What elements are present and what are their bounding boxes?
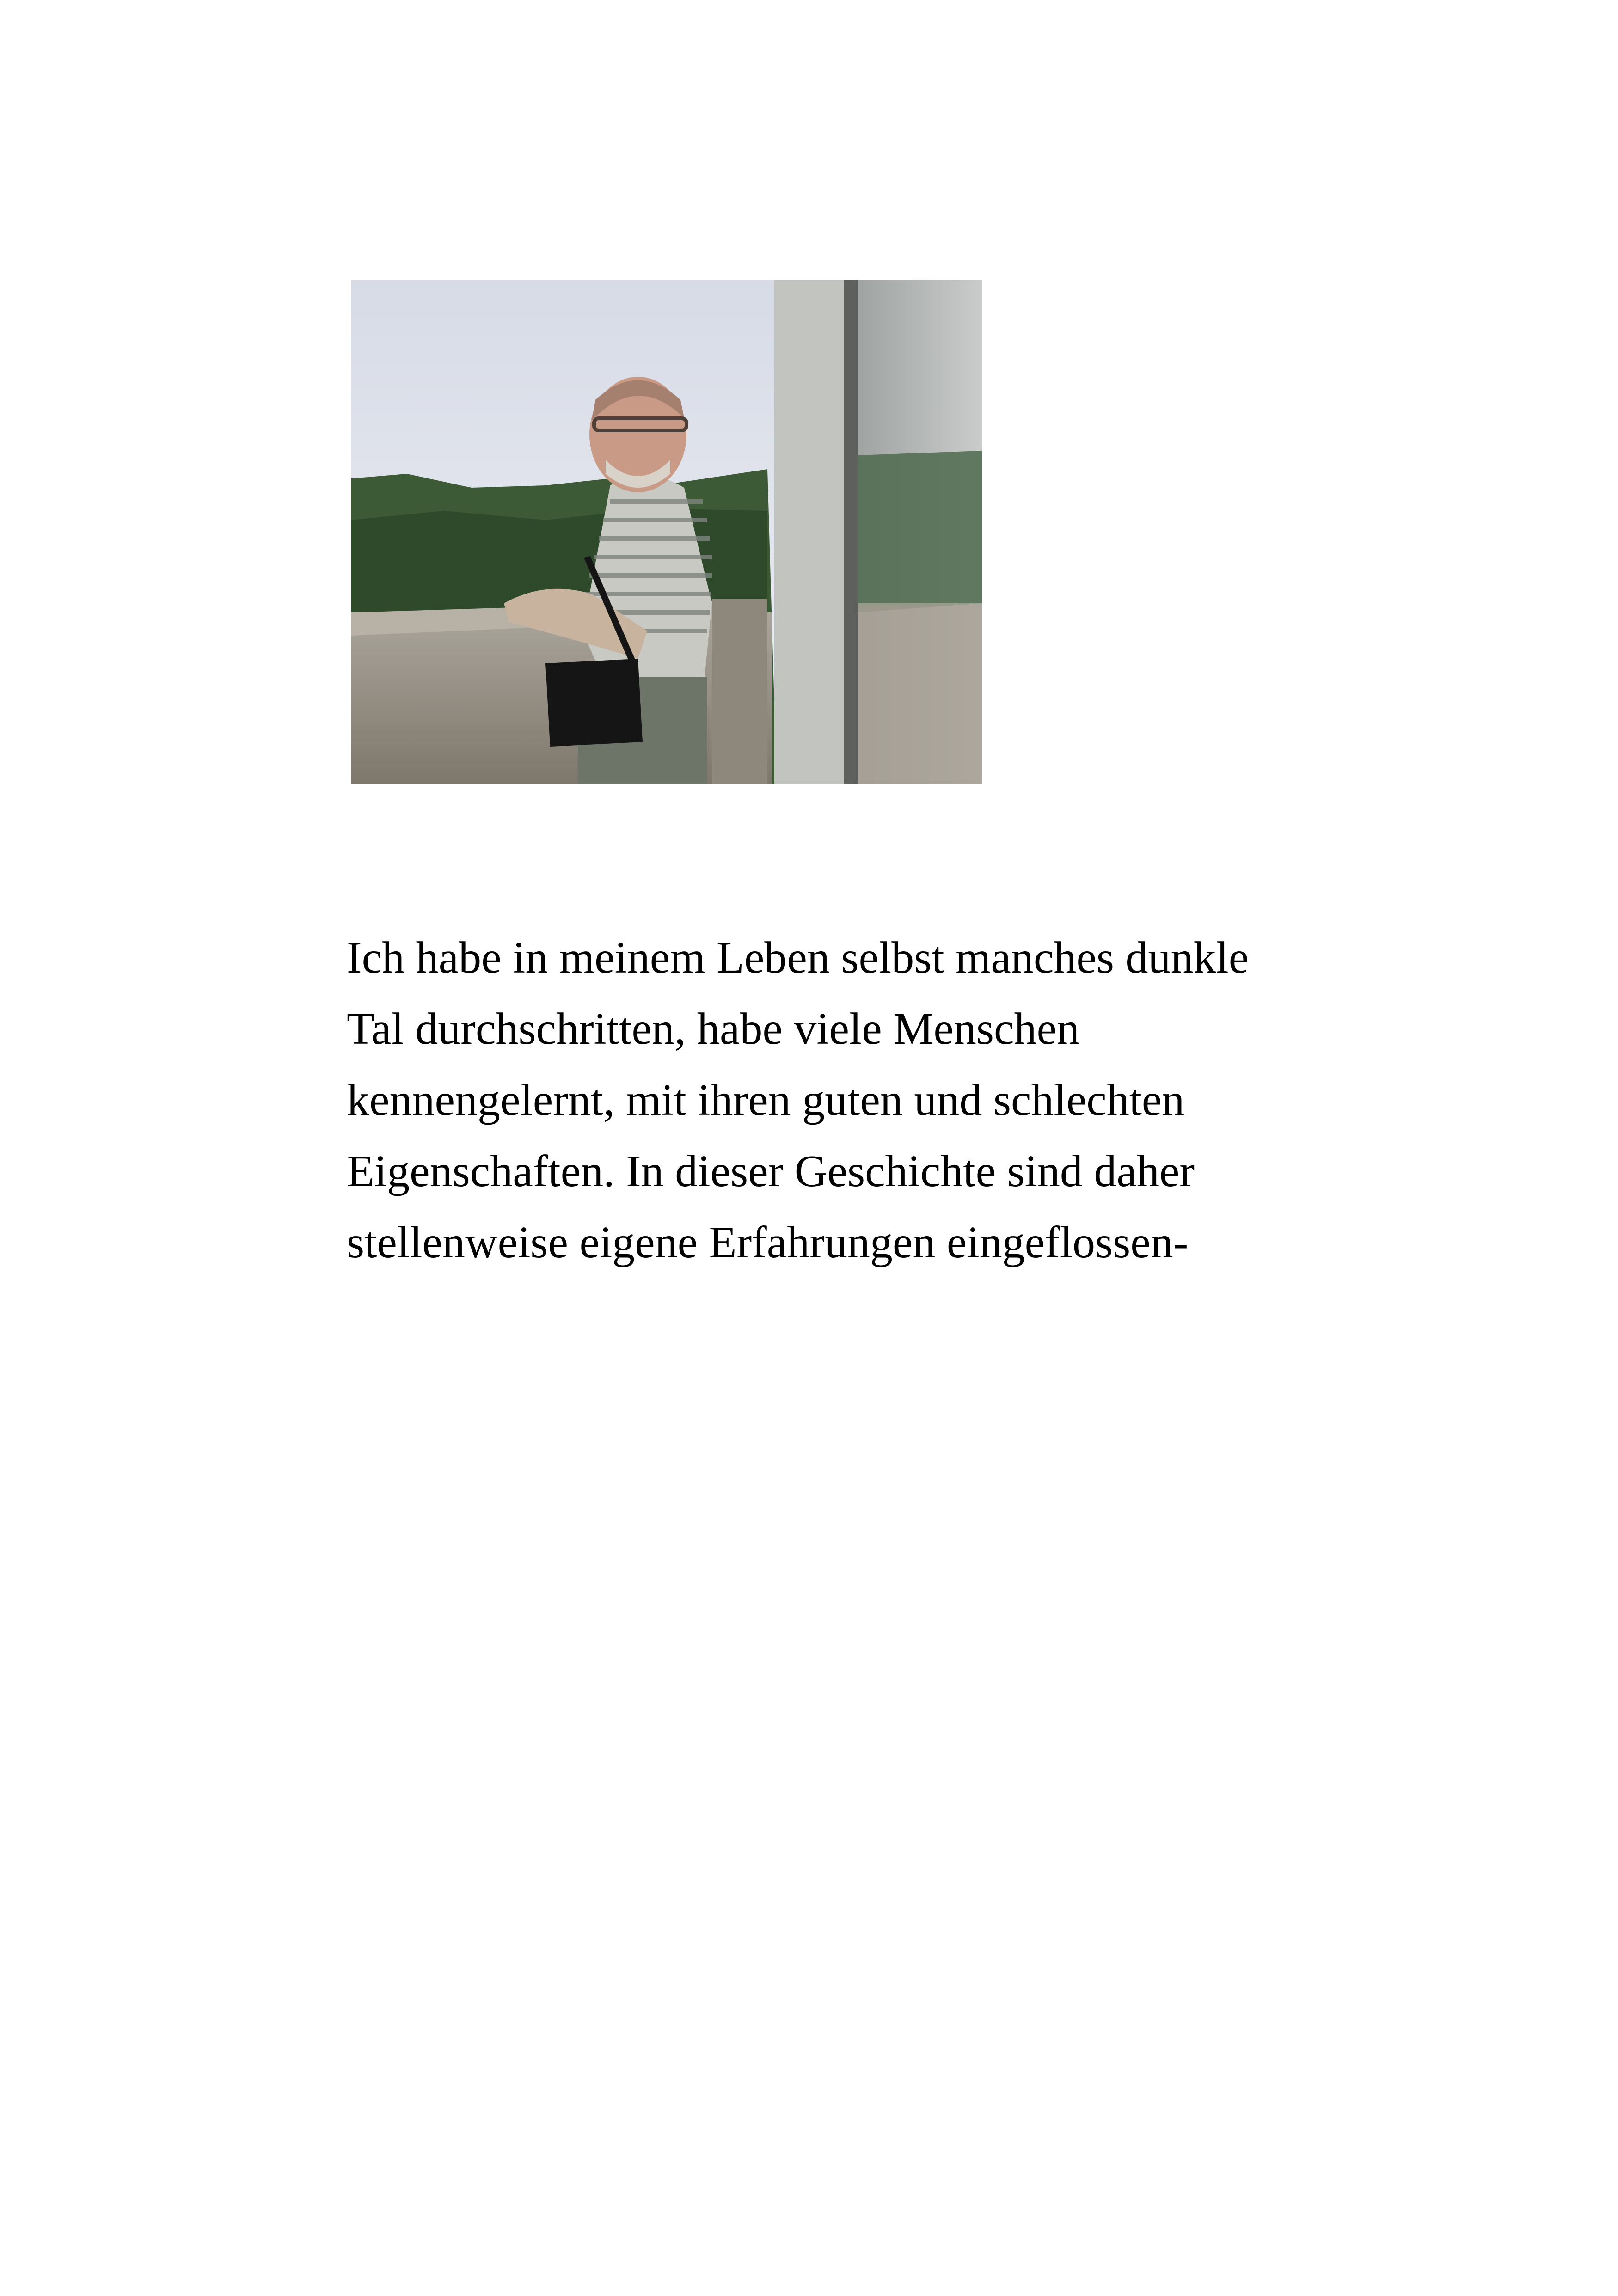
text-line: Eigenschaften. In dieser Geschichte sind daher	[347, 1146, 1195, 1196]
text-line: stellenweise eigene Erfahrungen eingeflossen-	[347, 1218, 1189, 1267]
portrait-photo	[351, 280, 982, 784]
text-line: kennengelernt, mit ihren guten und schlechten	[347, 1075, 1185, 1125]
text-line: Ich habe in meinem Leben selbst manches dunkle	[347, 933, 1249, 983]
body-text	[347, 922, 1410, 1278]
text-line: Tal durchschritten, habe viele Menschen	[347, 1004, 1080, 1054]
